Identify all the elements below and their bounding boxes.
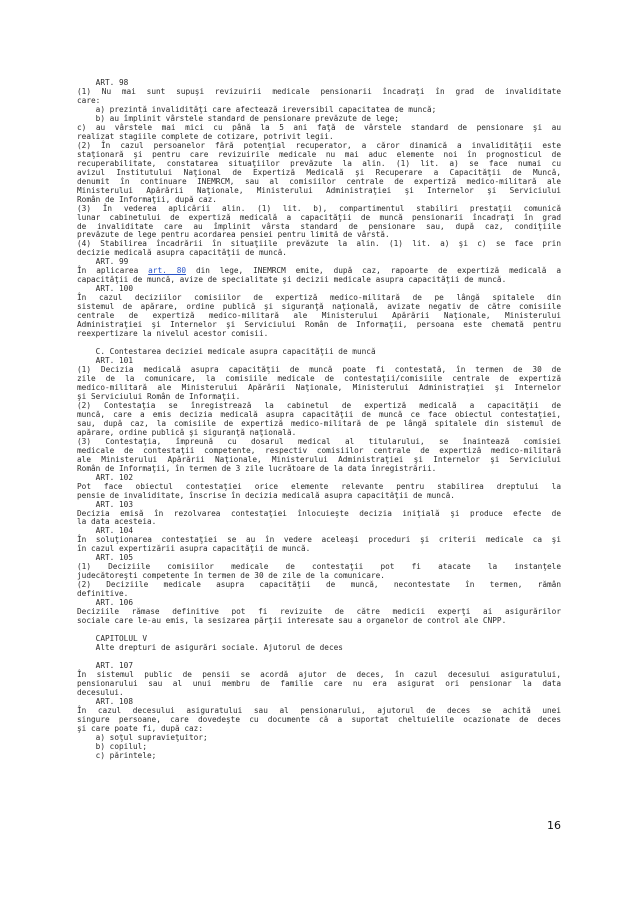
- text-line: Decizia emisă în rezolvarea contestaţiei înlocuieşte decizia iniţială şi produce efecte de: [77, 508, 561, 518]
- text-line: (3) Contestaţia, împreună cu dosarul medical al titularului, se înaintează comisiei: [77, 436, 561, 446]
- text-line: prevăzute de lege pentru acordarea pensiei pentru limită de vârstă.: [77, 230, 390, 240]
- text-line: medico-militară ale Ministerului Apărării Naţionale, Ministerului Administraţiei şi Internelor: [77, 382, 561, 392]
- text-line: (2) Contestaţia se înregistrează la cabinetul de expertiză medicală a capacităţii de: [77, 400, 561, 410]
- text-line: ART. 105: [77, 553, 133, 563]
- text-line: Pot face obiectul contestaţiei orice elemente relevante pentru stabilirea dreptului la: [77, 481, 561, 491]
- text-line: şi Serviciului Român de Informaţii.: [77, 391, 241, 401]
- text-line: În aplicarea art. 80 din lege, INEMRCM emite, după caz, rapoarte de expertiză medicală a: [77, 266, 561, 276]
- text-line: b) copilul;: [77, 741, 147, 751]
- text-line: de invaliditate care au împlinit vârsta standard de pensionare sau, după caz, condiţiile: [77, 221, 561, 231]
- text-line: ART. 99: [77, 257, 129, 267]
- text-line: sistemul de apărare, ordine publică şi siguranţă naţională, avizate negativ de către comisiile: [77, 302, 561, 312]
- page-number: 16: [547, 819, 561, 832]
- text-line: (2) În cazul persoanelor fără potenţial recuperator, a căror dinamică a invalidităţii este: [77, 140, 561, 150]
- text-line: recuperabilitate, constatarea situaţiilor prevăzute la alin. (1) lit. a) se face numai cu: [77, 158, 561, 168]
- text-line: CAPITOLUL V: [77, 634, 147, 644]
- text-line: care:: [77, 95, 101, 105]
- text-line: în cazul expertizării asupra capacităţii de muncă.: [77, 544, 311, 554]
- text-line: reexpertizare la nivelul acestor comisii.: [77, 329, 269, 339]
- text-line: centrale de expertiză medico-militară ale Ministerului Apărării Naţionale, Ministerului: [77, 311, 561, 321]
- text-line: medicale de contestaţii competente, respectiv comisiilor centrale de expertiză medico-militară: [77, 445, 561, 455]
- blank-line: [77, 625, 561, 634]
- text-line: lunar cabinetului de expertiză medicală a capacităţii de muncă pensionarii încadraţi în grad: [77, 212, 561, 222]
- text-line: ART. 98: [77, 78, 129, 87]
- text-line: (4) Stabilirea încadrării în situaţiile prevăzute la alin. (1) lit. a) şi c) se face prin: [77, 239, 561, 249]
- text-line: C. Contestarea deciziei medicale asupra capacităţii de muncă: [77, 347, 376, 357]
- text-line: c) părintele;: [77, 750, 157, 760]
- text-line: Administraţiei şi Internelor şi Serviciului Român de Informaţii, persoana este chemată pentru: [77, 320, 561, 330]
- text-line: Deciziile rămase definitive pot fi revizuite de către medicii experţi ai asigurărilor: [77, 607, 561, 617]
- blank-line: [77, 338, 561, 347]
- text-line: ale Ministerului Apărării Naţionale, Ministerului Administraţiei şi Internelor şi Serviciului: [77, 454, 561, 464]
- text-line: (2) Deciziile medicale asupra capacităţii de muncă, necontestate în termen, rămân: [77, 580, 561, 590]
- text-line: singure persoane, care dovedeşte cu documente că a suportat cheltuielile ocazionate de deces: [77, 714, 561, 724]
- text-line: (1) Deciziile comisiilor medicale de contestaţii pot fi atacate la instanţele: [77, 562, 561, 572]
- text-line: (3) În vederea aplicării alin. (1) lit. b), compartimentul stabiliri prestaţii comunică: [77, 203, 561, 213]
- document-body: [77, 78, 561, 760]
- art-80-link[interactable]: art. 80: [148, 266, 187, 276]
- text-line: şi care poate fi, după caz:: [77, 723, 203, 733]
- text-line: zile de la comunicare, la comisiile medicale de contestaţii/comisiile centrale de expertiză: [77, 373, 561, 383]
- text-line: ART. 108: [77, 696, 133, 706]
- text-line: b) au împlinit vârstele standard de pensionare prevăzute de lege;: [77, 113, 399, 123]
- text-line: În cazul decesului asiguratului sau al pensionarului, ajutorul de deces se achită unei: [77, 705, 561, 715]
- text-line: pensie de invaliditate, înscrise în decizia medicală asupra capacităţii de muncă.: [77, 490, 455, 500]
- text-line: ART. 100: [77, 284, 133, 294]
- text-line: decesului.: [77, 687, 124, 697]
- text-line: Român de Informaţii, după caz.: [77, 194, 217, 204]
- blank-line: [77, 652, 561, 661]
- text-line: ART. 106: [77, 598, 133, 608]
- text-line: ART. 102: [77, 472, 133, 482]
- text-line: sociale care le-au emis, la sesizarea părţii interesate sau a organelor de control ale CNPP.: [77, 616, 507, 626]
- text-line: În cazul deciziilor comisiilor de expertiză medico-militară de pe lângă spitalele din: [77, 293, 561, 303]
- text-line: În soluţionarea contestaţiei se au în vedere aceleaşi proceduri şi criterii medicale ca şi: [77, 535, 561, 545]
- text-line: ART. 103: [77, 499, 133, 509]
- text-line: denumit în continuare INEMRCM, sau al comisiilor centrale de expertiză medico-militară ale: [77, 176, 561, 186]
- text-line: În sistemul public de pensii se acordă ajutor de deces, în cazul decesului asiguratului,: [77, 669, 561, 679]
- text-line: apărare, ordine publică şi siguranţă naţională.: [77, 427, 297, 437]
- text-line: ART. 104: [77, 526, 133, 536]
- text-line: Ministerului Apărării Naţionale, Ministerului Administraţiei şi Internelor şi Serviciului: [77, 185, 561, 195]
- text-line: c) au vârstele mai mici cu până la 5 ani faţă de vârstele standard de pensionare şi au: [77, 122, 561, 132]
- text-line: realizat stagiile complete de cotizare, potrivit legii.: [77, 131, 334, 141]
- text-line: definitive.: [77, 589, 129, 599]
- text-line: (1) Nu mai sunt supuşi revizuirii medicale pensionarii încadraţi în grad de invaliditate: [77, 86, 561, 96]
- text-line: a) soţul supravieţuitor;: [77, 732, 208, 742]
- text-line: la data acesteia.: [77, 517, 157, 527]
- text-line: muncă, care a emis decizia medicală asupra capacităţii de muncă ce face obiectul contestaţiei,: [77, 409, 561, 419]
- text-line: Român de Informaţii, în termen de 3 zile lucrătoare de la data înregistrării.: [77, 463, 437, 473]
- text-line: pensionarului sau al unui membru de familie care nu era asigurat ori pensionar la data: [77, 678, 561, 688]
- text-line: decizie medicală asupra capacităţii de muncă.: [77, 248, 287, 258]
- text-line: avizul Institutului Naţional de Expertiză Medicală şi Recuperare a Capacităţii de Muncă,: [77, 167, 561, 177]
- text-line: ART. 107: [77, 660, 133, 670]
- text-line: Alte drepturi de asigurări sociale. Ajutorul de deces: [77, 643, 343, 653]
- text-line: staţionară şi pentru care revizuirile medicale nu mai aduc elemente noi în prognosticul de: [77, 149, 561, 159]
- text-line: a) prezintă invalidităţi care afectează ireversibil capacitatea de muncă;: [77, 104, 437, 114]
- text-line: judecătoreşti competente în termen de 30 de zile de la comunicare.: [77, 571, 385, 581]
- text-line: (1) Decizia medicală asupra capacităţii de muncă poate fi contestată, în termen de 30 de: [77, 365, 561, 374]
- text-line: capacităţii de muncă, avize de specialitate şi decizii medicale asupra capacităţii de muncă.: [77, 275, 507, 285]
- text-line: ART. 101: [77, 356, 133, 366]
- text-line: sau, după caz, la comisiile de expertiză medico-militară de pe lângă spitalele din sistemul de: [77, 418, 561, 428]
